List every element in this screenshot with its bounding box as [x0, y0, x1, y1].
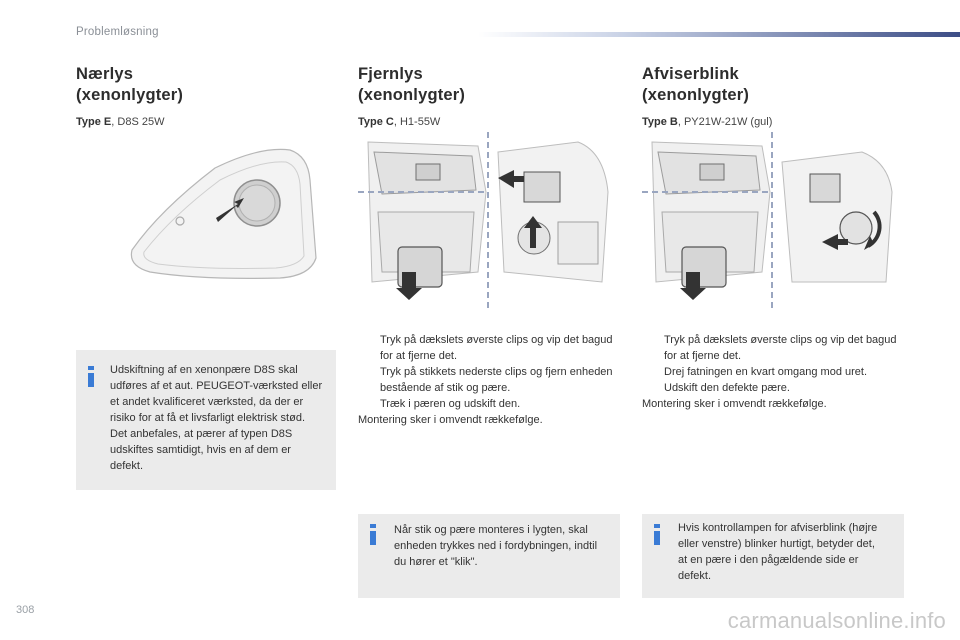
section-heading-high-beam: Fjernlys (xenonlygter)	[358, 65, 466, 104]
info-note-middle	[358, 514, 620, 598]
header-gradient-bar	[478, 32, 960, 37]
column-low-beam	[76, 64, 338, 128]
column-indicator	[642, 64, 904, 128]
instruction-text: Tryk på dækslets øverste clips og vip det bagud for at fjerne det.	[664, 334, 897, 362]
bulb-type-line	[358, 116, 620, 128]
info-icon	[654, 524, 660, 545]
instruction-step	[358, 332, 620, 364]
page-number: 308	[16, 604, 35, 616]
info-note-right	[642, 514, 904, 598]
instruction-text: Tryk på stikkets nederste clips og fjern enheden bestående af stik og pære.	[380, 366, 613, 394]
instruction-text: Drej fatningen en kvart omgang mod uret.	[664, 366, 868, 378]
headlamp-illustration	[120, 140, 320, 300]
bulb-type-label: Type C	[358, 116, 394, 128]
note-text: Hvis kontrollampen for afviserblink (højre eller venstre) blinker hurtigt, betyder det, at en pære i den pågældende side er defekt.	[678, 522, 878, 582]
instruction-step	[642, 380, 904, 396]
bulb-type-line	[642, 116, 904, 128]
instruction-step	[358, 364, 620, 396]
note-text: Udskiftning af en xenonpære D8S skal udføres af et aut. PEUGEOT-værksted eller et andet kvalificeret værksted, da der er risiko for at få et livsfarligt elektrisk stød. Det anbefales, at pærer af typen D8S udskiftes samtidigt, hvis en af dem er defekt.	[110, 364, 323, 472]
high-beam-illustration	[358, 132, 620, 310]
bulb-type-line	[76, 116, 338, 128]
section-heading-indicator: Afviserblink (xenonlygter)	[642, 65, 750, 104]
bulb-type-label: Type E	[76, 116, 112, 128]
instruction-step	[358, 396, 620, 412]
info-icon	[370, 524, 376, 545]
closing-note: Montering sker i omvendt rækkefølge.	[642, 398, 827, 410]
instruction-text: Tryk på dækslets øverste clips og vip det bagud for at fjerne det.	[380, 334, 613, 362]
section-heading-low-beam: Nærlys (xenonlygter)	[76, 65, 184, 104]
instruction-step	[642, 364, 904, 380]
instructions-indicator	[642, 332, 904, 412]
instruction-text: Udskift den defekte pære.	[664, 382, 790, 394]
site-watermark: carmanualsonline.info	[727, 608, 946, 633]
instruction-step	[642, 332, 904, 364]
instruction-text: Træk i pæren og udskift den.	[380, 398, 521, 410]
bulb-type-spec: , PY21W-21W (gul)	[677, 116, 773, 128]
column-high-beam	[358, 64, 620, 128]
info-note-left	[76, 350, 336, 490]
closing-note: Montering sker i omvendt rækkefølge.	[358, 414, 543, 426]
bulb-type-spec: , D8S 25W	[111, 116, 165, 128]
bulb-type-label: Type B	[642, 116, 678, 128]
page-header-title: Problemløsning	[76, 26, 159, 38]
instructions-high-beam	[358, 332, 620, 428]
note-text: Når stik og pære monteres i lygten, skal enheden trykkes ned i fordybningen, indtil du hører et "klik".	[394, 524, 598, 568]
bulb-type-spec: , H1-55W	[393, 116, 441, 128]
indicator-illustration	[642, 132, 904, 310]
info-icon	[88, 366, 94, 387]
